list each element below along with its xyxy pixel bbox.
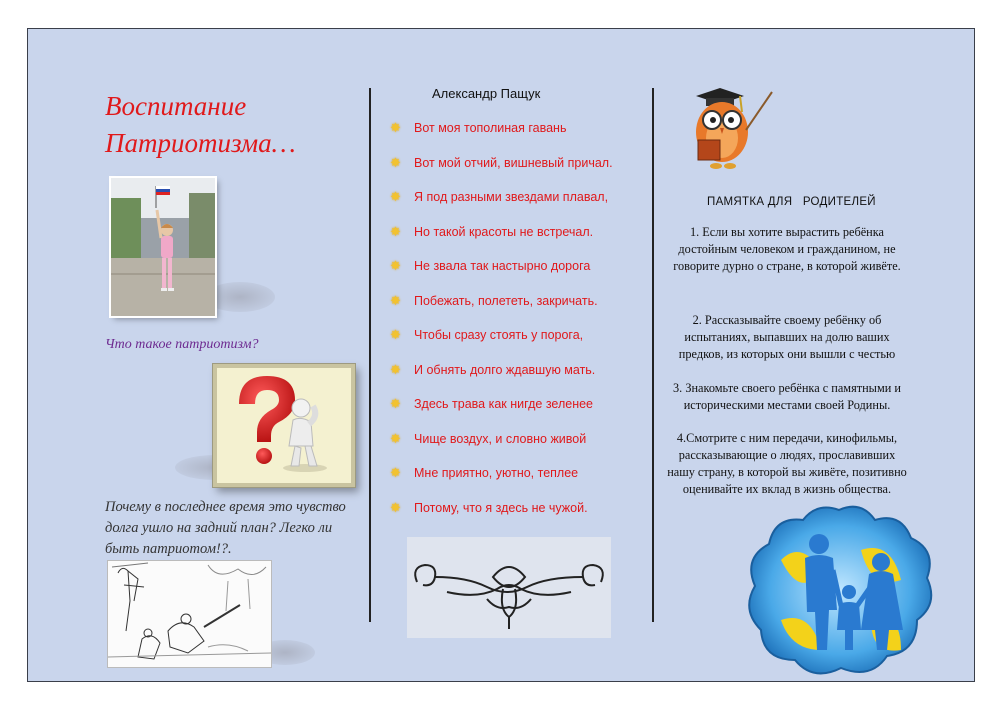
star-icon: ✸: [390, 396, 401, 411]
memo-item-2: 2. Рассказывайте своему ребёнку об испытаниях, выпавших на долю ваших предков, из которых они вышли с честью: [678, 313, 896, 361]
star-icon: ✸: [390, 120, 401, 135]
question-image-box: [213, 364, 355, 487]
star-icon: ✸: [390, 327, 401, 342]
girl-with-flag-photo: [111, 178, 215, 316]
poem-line: ✸ Побежать, полететь, закричать.: [388, 291, 648, 326]
poem-author: Александр Пащук: [432, 86, 541, 101]
star-icon: ✸: [390, 292, 401, 308]
poem-line: ✸ Мне приятно, уютно, теплее: [388, 463, 648, 498]
decorative-flourish: [407, 537, 611, 638]
memo-title: ПАМЯТКА ДЛЯ РОДИТЕЛЕЙ: [707, 196, 876, 208]
star-icon: ✸: [390, 189, 401, 204]
owl-teacher-icon: [676, 82, 774, 174]
star-icon: ✸: [390, 154, 401, 170]
poem-line: ✸ Но такой красоты не встречал.: [388, 222, 648, 257]
intro-line-1: Почему в последнее время это чувство: [105, 499, 346, 515]
question-heading: Что такое патриотизм?: [105, 337, 259, 352]
title-line-1: Воспитание: [105, 91, 247, 121]
star-icon: ✸: [390, 430, 401, 446]
poem-line: ✸ Не звала так настырно дорога: [388, 256, 648, 291]
poem-line: ✸ Вот моя тополиная гавань: [388, 118, 648, 153]
column-divider-left: [369, 88, 371, 622]
star-icon: ✸: [390, 361, 401, 377]
star-icon: ✸: [390, 465, 401, 480]
page-title: [105, 88, 345, 162]
poem-line: ✸ И обнять долго ждавшую мать.: [388, 360, 648, 395]
intro-line-2: долга ушло на задний план? Легко ли: [105, 520, 333, 536]
family-silhouette-icon: [741, 500, 937, 680]
poem-line: ✸ Чтобы сразу стоять у порога,: [388, 325, 648, 360]
poem-line: ✸ Чище воздух, и словно живой: [388, 429, 648, 464]
poem-line: ✸ Потому, что я здесь не чужой.: [388, 498, 648, 533]
question-mark-icon: [217, 368, 343, 475]
photo-shadow: [205, 282, 275, 312]
title-line-2: Патриотизма…: [105, 128, 296, 158]
memo-item-3: 3. Знакомьте своего ребёнка с памятными и историческими местами своей Родины.: [673, 381, 901, 412]
poem-line: ✸ Вот мой отчий, вишневый причал.: [388, 153, 648, 188]
star-icon: ✸: [390, 223, 401, 239]
war-sketch-drawing: [108, 561, 271, 667]
poem-line: ✸ Здесь трава как нигде зеленее: [388, 394, 648, 429]
intro-line-3: быть патриотом!?.: [105, 541, 232, 557]
star-icon: ✸: [390, 258, 401, 273]
poem-list: [388, 118, 648, 532]
intro-paragraph: [105, 497, 365, 560]
memo-item-1: 1. Если вы хотите вырастить ребёнка достойным человеком и гражданином, не говорите дурно о стране, в которой живёте.: [673, 225, 901, 273]
poem-line: ✸ Я под разными звездами плавал,: [388, 187, 648, 222]
star-icon: ✸: [390, 499, 401, 515]
memo-item-4: 4.Смотрите с ним передачи, кинофильмы, рассказывающие о людях, прославивших нашу страну, в которой вы живёте, позитивно оценивайте их вклад в жизнь общества.: [667, 431, 907, 496]
column-divider-right: [652, 88, 654, 622]
